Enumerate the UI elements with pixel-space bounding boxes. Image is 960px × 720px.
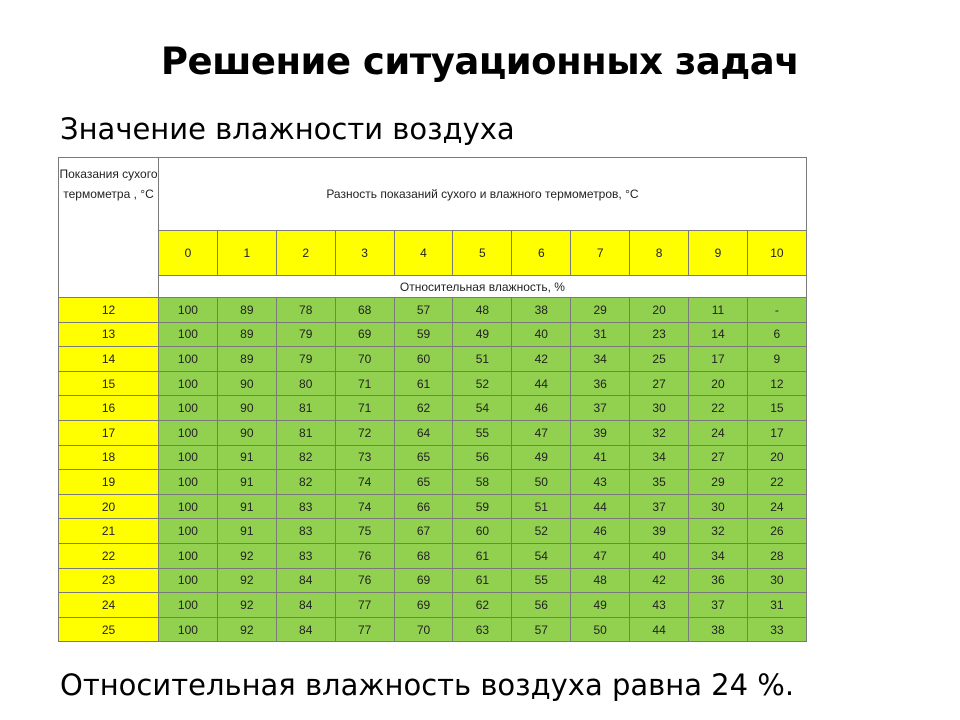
humidity-value-cell: 28 [747,543,806,568]
humidity-value-cell: 62 [453,593,512,618]
dry-temperature-cell: 12 [59,298,159,323]
dry-temperature-cell: 21 [59,519,159,544]
humidity-value-cell: 61 [453,568,512,593]
humidity-value-cell: 79 [276,322,335,347]
humidity-value-cell: 47 [571,543,630,568]
humidity-value-cell: 31 [747,593,806,618]
humidity-value-cell: 70 [335,347,394,372]
humidity-value-cell: 90 [217,420,276,445]
difference-value-cell: 10 [747,231,806,276]
humidity-value-cell: 46 [571,519,630,544]
humidity-table-body [59,158,807,642]
humidity-value-cell: 30 [630,396,689,421]
humidity-value-cell: 58 [453,470,512,495]
table-row [59,420,807,445]
humidity-value-cell: 100 [159,617,218,642]
humidity-value-cell: 55 [453,420,512,445]
header-row-diff [59,158,807,231]
humidity-value-cell: 34 [630,445,689,470]
humidity-value-cell: 100 [159,445,218,470]
humidity-value-cell: 72 [335,420,394,445]
humidity-value-cell: 43 [630,593,689,618]
humidity-value-cell: 92 [217,617,276,642]
table-row [59,298,807,323]
dry-temperature-cell: 25 [59,617,159,642]
humidity-value-cell: 91 [217,445,276,470]
humidity-value-cell: 15 [747,396,806,421]
humidity-value-cell: 71 [335,396,394,421]
dry-thermometer-header: Показания сухого термометра , °С [59,158,159,298]
humidity-value-cell: 17 [689,347,748,372]
humidity-value-cell: 31 [571,322,630,347]
humidity-value-cell: 37 [571,396,630,421]
humidity-value-cell: 39 [630,519,689,544]
humidity-value-cell: 35 [630,470,689,495]
humidity-value-cell: 9 [747,347,806,372]
humidity-value-cell: 100 [159,470,218,495]
humidity-value-cell: 50 [512,470,571,495]
humidity-value-cell: 57 [512,617,571,642]
humidity-value-cell: 100 [159,371,218,396]
humidity-value-cell: 69 [394,593,453,618]
humidity-value-cell: 20 [630,298,689,323]
humidity-table-container [58,157,806,637]
humidity-value-cell: 100 [159,543,218,568]
humidity-value-cell: 91 [217,519,276,544]
humidity-value-cell: 89 [217,298,276,323]
humidity-value-cell: 70 [394,617,453,642]
humidity-value-cell: 74 [335,470,394,495]
humidity-value-cell: 27 [630,371,689,396]
humidity-value-cell: 61 [394,371,453,396]
humidity-value-cell: 100 [159,519,218,544]
humidity-value-cell: 76 [335,568,394,593]
relative-humidity-header: Относительная влажность, % [159,276,807,298]
humidity-value-cell: 32 [689,519,748,544]
humidity-value-cell: 56 [453,445,512,470]
humidity-value-cell: 50 [571,617,630,642]
table-row [59,568,807,593]
humidity-value-cell: 68 [394,543,453,568]
humidity-value-cell: 54 [453,396,512,421]
humidity-value-cell: 46 [512,396,571,421]
humidity-value-cell: 75 [335,519,394,544]
humidity-value-cell: 68 [335,298,394,323]
humidity-value-cell: 92 [217,593,276,618]
humidity-value-cell: 60 [394,347,453,372]
humidity-value-cell: 24 [747,494,806,519]
humidity-value-cell: 47 [512,420,571,445]
humidity-value-cell: 100 [159,347,218,372]
humidity-value-cell: 100 [159,322,218,347]
humidity-value-cell: 40 [630,543,689,568]
dry-temperature-cell: 20 [59,494,159,519]
humidity-value-cell: 59 [394,322,453,347]
humidity-value-cell: 65 [394,470,453,495]
humidity-value-cell: 39 [571,420,630,445]
humidity-value-cell: 83 [276,543,335,568]
humidity-value-cell: 33 [747,617,806,642]
humidity-value-cell: 17 [747,420,806,445]
humidity-value-cell: 81 [276,396,335,421]
humidity-value-cell: 61 [453,543,512,568]
humidity-value-cell: 49 [453,322,512,347]
table-row [59,470,807,495]
table-row [59,494,807,519]
humidity-value-cell: 44 [630,617,689,642]
difference-header: Разность показаний сухого и влажного термометров, °С [159,158,807,231]
humidity-value-cell: 83 [276,494,335,519]
dry-temperature-cell: 13 [59,322,159,347]
humidity-value-cell: 89 [217,347,276,372]
humidity-value-cell: 49 [571,593,630,618]
humidity-value-cell: 59 [453,494,512,519]
humidity-value-cell: 91 [217,494,276,519]
dry-temperature-cell: 17 [59,420,159,445]
humidity-value-cell: 64 [394,420,453,445]
humidity-value-cell: 20 [747,445,806,470]
humidity-value-cell: 100 [159,298,218,323]
difference-value-cell: 6 [512,231,571,276]
humidity-value-cell: 90 [217,396,276,421]
humidity-value-cell: 34 [571,347,630,372]
humidity-value-cell: 32 [630,420,689,445]
humidity-value-cell: 22 [747,470,806,495]
dry-temperature-cell: 24 [59,593,159,618]
answer-text: Относительная влажность воздуха равна 24 %. [60,668,795,702]
humidity-value-cell: 60 [453,519,512,544]
humidity-value-cell: 66 [394,494,453,519]
humidity-value-cell: 79 [276,347,335,372]
humidity-value-cell: 40 [512,322,571,347]
humidity-value-cell: 27 [689,445,748,470]
humidity-value-cell: 100 [159,420,218,445]
humidity-value-cell: 29 [571,298,630,323]
table-row [59,593,807,618]
humidity-value-cell: 90 [217,371,276,396]
humidity-value-cell: 34 [689,543,748,568]
humidity-value-cell: 37 [689,593,748,618]
humidity-value-cell: 82 [276,445,335,470]
difference-value-cell: 0 [159,231,218,276]
humidity-value-cell: 52 [453,371,512,396]
header-row-relative [59,276,807,298]
humidity-value-cell: 54 [512,543,571,568]
humidity-value-cell: 30 [689,494,748,519]
humidity-value-cell: 69 [394,568,453,593]
humidity-value-cell: 80 [276,371,335,396]
table-row [59,322,807,347]
humidity-value-cell: 73 [335,445,394,470]
dry-temperature-cell: 23 [59,568,159,593]
table-row [59,519,807,544]
humidity-value-cell: 52 [512,519,571,544]
humidity-value-cell: 20 [689,371,748,396]
humidity-value-cell: 65 [394,445,453,470]
humidity-value-cell: 67 [394,519,453,544]
humidity-value-cell: 84 [276,593,335,618]
dry-temperature-cell: 15 [59,371,159,396]
humidity-table [58,157,807,642]
table-row [59,396,807,421]
humidity-value-cell: 29 [689,470,748,495]
humidity-value-cell: 42 [630,568,689,593]
difference-value-cell: 2 [276,231,335,276]
humidity-value-cell: 48 [453,298,512,323]
difference-value-cell: 1 [217,231,276,276]
humidity-value-cell: 23 [630,322,689,347]
humidity-value-cell: 57 [394,298,453,323]
table-row [59,445,807,470]
humidity-value-cell: 82 [276,470,335,495]
table-caption: Значение влажности воздуха [60,112,515,146]
humidity-value-cell: 41 [571,445,630,470]
dry-temperature-cell: 18 [59,445,159,470]
humidity-value-cell: 30 [747,568,806,593]
difference-value-cell: 7 [571,231,630,276]
humidity-value-cell: 91 [217,470,276,495]
humidity-value-cell: 42 [512,347,571,372]
page-title: Решение ситуационных задач [160,40,800,83]
humidity-value-cell: 22 [689,396,748,421]
humidity-value-cell: 44 [571,494,630,519]
humidity-value-cell: 100 [159,396,218,421]
humidity-value-cell: 77 [335,593,394,618]
humidity-value-cell: 92 [217,568,276,593]
table-row [59,347,807,372]
humidity-value-cell: 100 [159,593,218,618]
difference-value-cell: 8 [630,231,689,276]
humidity-value-cell: 100 [159,568,218,593]
humidity-value-cell: 25 [630,347,689,372]
humidity-value-cell: 78 [276,298,335,323]
difference-value-cell: 4 [394,231,453,276]
humidity-value-cell: 36 [689,568,748,593]
humidity-value-cell: 12 [747,371,806,396]
humidity-value-cell: 71 [335,371,394,396]
difference-value-cell: 5 [453,231,512,276]
humidity-value-cell: 51 [512,494,571,519]
humidity-value-cell: 83 [276,519,335,544]
header-row-diff-values [59,231,807,276]
humidity-value-cell: 48 [571,568,630,593]
humidity-value-cell: 38 [512,298,571,323]
humidity-value-cell: 44 [512,371,571,396]
humidity-value-cell: 69 [335,322,394,347]
humidity-value-cell: 11 [689,298,748,323]
dry-temperature-cell: 22 [59,543,159,568]
dry-temperature-cell: 14 [59,347,159,372]
humidity-value-cell: 38 [689,617,748,642]
humidity-value-cell: 76 [335,543,394,568]
difference-value-cell: 3 [335,231,394,276]
humidity-value-cell: 26 [747,519,806,544]
humidity-value-cell: 37 [630,494,689,519]
dry-temperature-cell: 16 [59,396,159,421]
difference-value-cell: 9 [689,231,748,276]
table-row [59,617,807,642]
humidity-value-cell: 100 [159,494,218,519]
humidity-value-cell: 56 [512,593,571,618]
humidity-value-cell: 92 [217,543,276,568]
humidity-value-cell: 6 [747,322,806,347]
humidity-value-cell: 49 [512,445,571,470]
humidity-value-cell: 74 [335,494,394,519]
humidity-value-cell: 62 [394,396,453,421]
humidity-value-cell: 51 [453,347,512,372]
humidity-value-cell: 24 [689,420,748,445]
humidity-value-cell: 55 [512,568,571,593]
humidity-value-cell: - [747,298,806,323]
humidity-value-cell: 63 [453,617,512,642]
humidity-value-cell: 14 [689,322,748,347]
table-row [59,543,807,568]
humidity-value-cell: 77 [335,617,394,642]
humidity-value-cell: 84 [276,617,335,642]
table-row [59,371,807,396]
humidity-value-cell: 43 [571,470,630,495]
humidity-value-cell: 89 [217,322,276,347]
humidity-value-cell: 81 [276,420,335,445]
humidity-value-cell: 36 [571,371,630,396]
humidity-value-cell: 84 [276,568,335,593]
dry-temperature-cell: 19 [59,470,159,495]
